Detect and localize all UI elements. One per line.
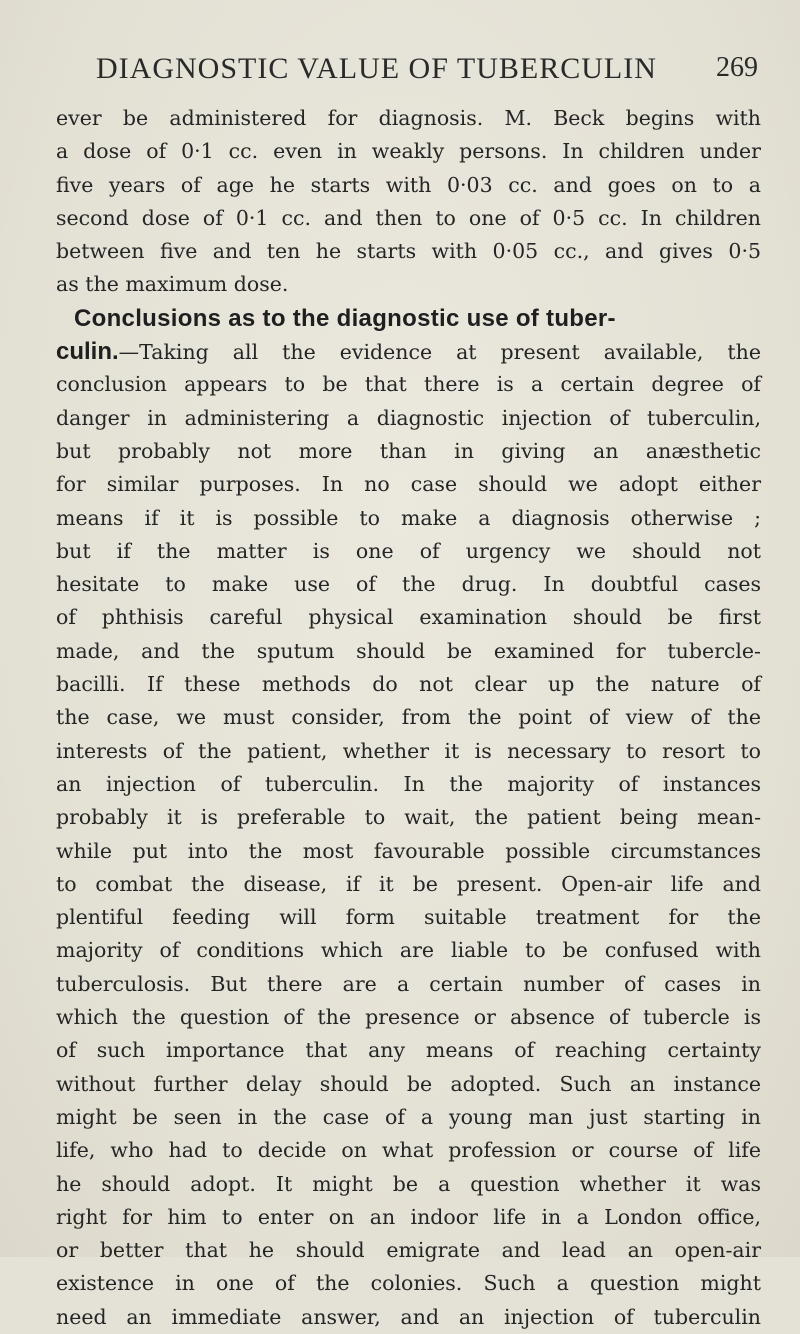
text-line: tuberculosis. But there are a certain number of cases in bbox=[56, 971, 761, 996]
text-line: second dose of 0·1 cc. and then to one of 0·5 cc. In children bbox=[56, 205, 761, 230]
page-number: 269 bbox=[716, 52, 758, 83]
section-heading: Conclusions as to the diagnostic use of tuber- bbox=[74, 304, 616, 332]
text-line: as the maximum dose. bbox=[56, 272, 289, 297]
text-line: need an immediate answer, and an injection of tuberculin bbox=[56, 1304, 761, 1329]
text-line: while put into the most favourable possible circumstances bbox=[56, 838, 761, 863]
running-head bbox=[0, 52, 800, 88]
body-text bbox=[56, 102, 761, 1334]
text-line: probably it is preferable to wait, the patient being mean- bbox=[56, 805, 761, 830]
section-heading-continuation: culin. bbox=[56, 338, 119, 366]
text-line: hesitate to make use of the drug. In doubtful cases bbox=[56, 572, 761, 597]
text-line: interests of the patient, whether it is necessary to resort to bbox=[56, 738, 761, 763]
running-title: DIAGNOSTIC VALUE OF TUBERCULIN bbox=[96, 52, 657, 85]
text-line: to combat the disease, if it be present. Open-air life and bbox=[56, 871, 761, 896]
text-line: for similar purposes. In no case should we adopt either bbox=[56, 472, 761, 497]
text-line: of phthisis careful physical examination should be first bbox=[56, 605, 761, 630]
text-line: five years of age he starts with 0·03 cc. and goes on to a bbox=[56, 172, 761, 197]
text-line: a dose of 0·1 cc. even in weakly persons. In children under bbox=[56, 139, 761, 164]
text-line: right for him to enter on an indoor life in a London office, bbox=[56, 1204, 761, 1229]
section-first-line-text: —Taking all the evidence at present available, the bbox=[118, 340, 761, 365]
text-line: of such importance that any means of reaching certainty bbox=[56, 1038, 761, 1063]
text-line: which the question of the presence or absence of tubercle is bbox=[56, 1005, 761, 1030]
text-line: danger in administering a diagnostic injection of tuberculin, bbox=[56, 405, 761, 430]
text-line: but probably not more than in giving an anæsthetic bbox=[56, 438, 761, 463]
text-line: life, who had to decide on what profession or course of life bbox=[56, 1138, 761, 1163]
text-line: between five and ten he starts with 0·05 cc., and gives 0·5 bbox=[56, 239, 761, 264]
text-line: he should adopt. It might be a question whether it was bbox=[56, 1171, 761, 1196]
text-line: bacilli. If these methods do not clear up the nature of bbox=[56, 672, 761, 697]
section-first-line bbox=[56, 335, 761, 368]
text-line: conclusion appears to be that there is a certain degree of bbox=[56, 372, 761, 397]
text-line: the case, we must consider, from the point of view of the bbox=[56, 705, 761, 730]
text-line: without further delay should be adopted. Such an instance bbox=[56, 1071, 761, 1096]
text-line: plentiful feeding will form suitable treatment for the bbox=[56, 905, 761, 930]
text-line: means if it is possible to make a diagnosis otherwise ; bbox=[56, 505, 761, 530]
text-line: made, and the sputum should be examined for tubercle- bbox=[56, 638, 761, 663]
text-line: but if the matter is one of urgency we should not bbox=[56, 538, 761, 563]
text-line: ever be administered for diagnosis. M. Beck begins with bbox=[56, 106, 761, 130]
text-line: might be seen in the case of a young man just starting in bbox=[56, 1104, 761, 1129]
text-line: majority of conditions which are liable to be confused with bbox=[56, 938, 761, 963]
text-line: or better that he should emigrate and lead an open-air bbox=[56, 1238, 761, 1263]
text-line: an injection of tuberculin. In the majority of instances bbox=[56, 771, 761, 796]
text-line: existence in one of the colonies. Such a question might bbox=[56, 1271, 761, 1296]
